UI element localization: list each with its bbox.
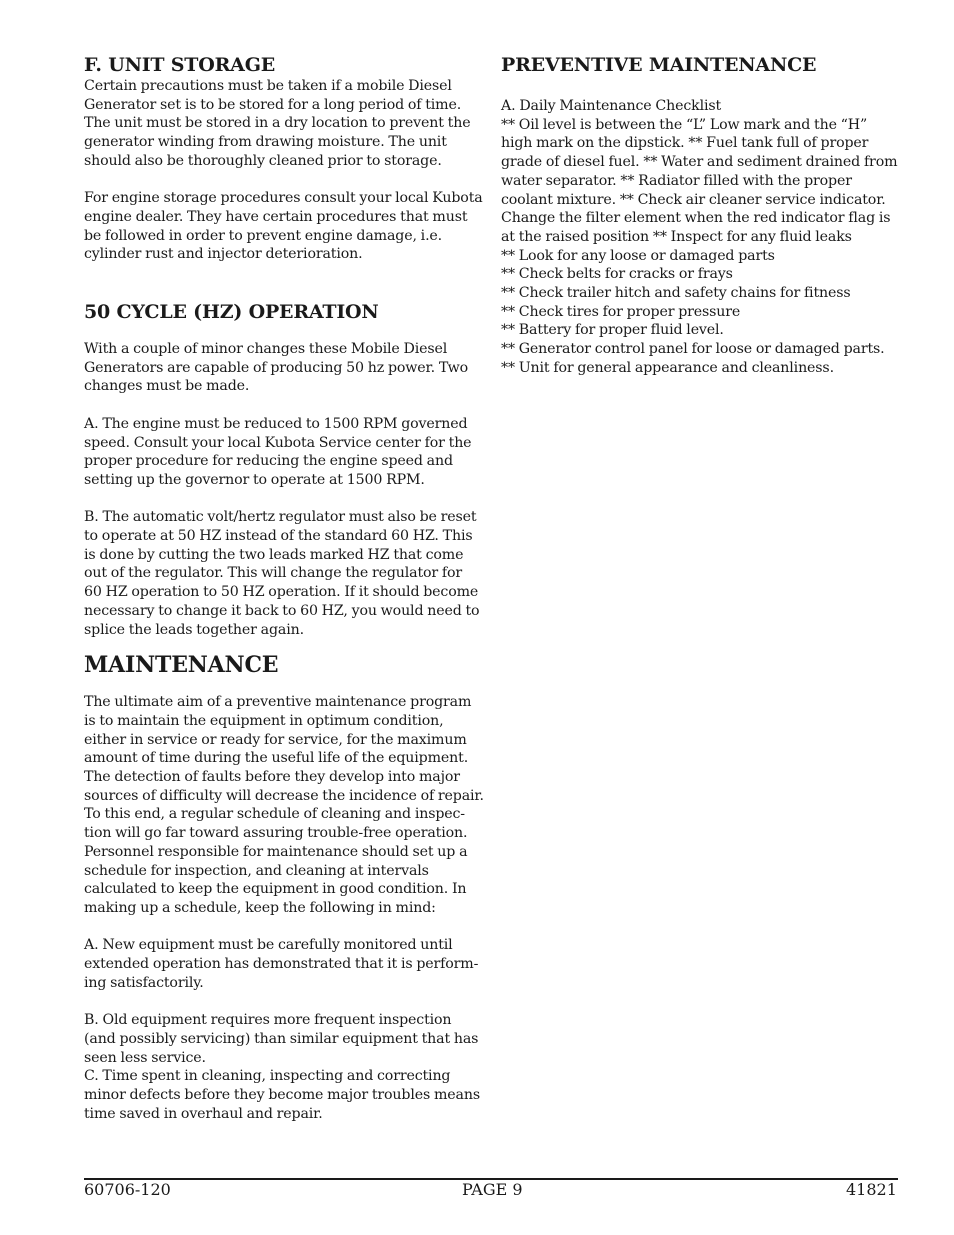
text-line: should also be thoroughly cleaned prior to storage. (84, 152, 442, 169)
text-line: making up a schedule, keep the following in mind: (84, 899, 436, 916)
text-line: ** Oil level is between the “L” Low mark and the “H” (501, 116, 868, 133)
text-line: With a couple of minor changes these Mobile Diesel (84, 341, 448, 358)
text-line: B. Old equipment requires more frequent inspection (84, 1012, 452, 1029)
cycle-paragraph-1 (84, 340, 484, 396)
text-line: tion will go far toward assuring trouble-free operation. (84, 825, 468, 842)
text-line: extended operation has demonstrated that it is perform- (84, 956, 479, 973)
text-line: engine dealer. They have certain procedures that must (84, 208, 468, 225)
text-line: be followed in order to prevent engine damage, i.e. (84, 227, 443, 244)
text-line: A. Daily Maintenance Checklist (501, 98, 722, 114)
text-line: ** Check belts for cracks or frays (501, 266, 733, 283)
footer-code: 41821 (846, 1180, 897, 1199)
text-line: Generators are capable of producing 50 hz power. Two (84, 359, 469, 376)
maintenance-heading: MAINTENANCE (84, 652, 279, 679)
text-line: The detection of faults before they develop into major (84, 769, 460, 786)
text-line: time saved in overhaul and repair. (84, 1105, 323, 1122)
text-line: The unit must be stored in a dry location to prevent the (84, 115, 471, 132)
unit-storage-paragraph-1 (84, 77, 484, 171)
daily-checklist (501, 97, 901, 378)
text-line: generator winding from drawing moisture. The unit (84, 134, 447, 151)
text-line: ** Unit for general appearance and cleanliness. (501, 359, 834, 376)
text-line: minor defects before they become major troubles means (84, 1086, 480, 1103)
text-line: The ultimate aim of a preventive maintenance program (84, 694, 472, 711)
text-line: necessary to change it back to 60 HZ, you would need to (84, 602, 480, 619)
text-line: Generator set is to be stored for a long period of time. (84, 96, 462, 113)
text-line: sources of difficulty will decrease the incidence of repair. (84, 787, 484, 804)
text-line: For engine storage procedures consult your local Kubota (84, 190, 483, 207)
text-line: water separator. ** Radiator filled with the proper (501, 172, 852, 189)
text-line: To this end, a regular schedule of cleaning and inspec- (84, 806, 465, 823)
text-line: is done by cutting the two leads marked HZ that come (84, 546, 464, 563)
text-line: ** Battery for proper fluid level. (501, 322, 724, 339)
text-line: proper procedure for reducing the engine speed and (84, 453, 453, 470)
maintenance-paragraph-2 (84, 936, 484, 992)
text-line: A. The engine must be reduced to 1500 RPM governed (84, 415, 468, 432)
text-line: either in service or ready for service, for the maximum (84, 731, 467, 748)
maintenance-paragraph-1 (84, 693, 484, 917)
text-line: B. The automatic volt/hertz regulator must also be reset (84, 509, 477, 526)
text-line: C. Time spent in cleaning, inspecting and correcting (84, 1068, 451, 1085)
text-line: ing satisfactorily. (84, 974, 204, 991)
text-line: 60 HZ operation to 50 HZ operation. If it should become (84, 584, 479, 601)
maintenance-paragraph-3 (84, 1011, 484, 1123)
text-line: coolant mixture. ** Check air cleaner service indicator. (501, 191, 886, 208)
text-line: speed. Consult your local Kubota Service center for the (84, 434, 472, 451)
text-line: A. New equipment must be carefully monitored until (84, 937, 453, 954)
text-line: ** Generator control panel for loose or damaged parts. (501, 341, 885, 358)
cycle-operation-heading: 50 CYCLE (HZ) OPERATION (84, 301, 379, 324)
text-line: high mark on the dipstick. ** Fuel tank full of proper (501, 135, 869, 152)
text-line: calculated to keep the equipment in good condition. In (84, 881, 467, 898)
footer-document-number: 60706-120 (84, 1180, 171, 1199)
text-line: splice the leads together again. (84, 621, 304, 638)
footer-page-number: PAGE 9 (462, 1180, 523, 1199)
text-line: changes must be made. (84, 378, 250, 395)
right-column (501, 52, 901, 378)
text-line: at the raised position ** Inspect for any fluid leaks (501, 228, 852, 245)
text-line: ** Look for any loose or damaged parts (501, 247, 775, 264)
text-line: (and possibly servicing) than similar equipment that has (84, 1030, 479, 1047)
unit-storage-paragraph-2 (84, 189, 484, 264)
text-line: out of the regulator. This will change the regulator for (84, 565, 463, 582)
left-column (84, 52, 484, 1123)
text-line: to operate at 50 HZ instead of the standard 60 HZ. This (84, 528, 473, 545)
text-line: Change the filter element when the red indicator flag is (501, 210, 891, 227)
text-line: Personnel responsible for maintenance should set up a (84, 843, 468, 860)
cycle-paragraph-2 (84, 415, 484, 490)
text-line: is to maintain the equipment in optimum condition, (84, 712, 444, 729)
text-line: amount of time during the useful life of the equipment. (84, 750, 469, 767)
text-line: setting up the governor to operate at 1500 RPM. (84, 471, 425, 488)
text-line: Certain precautions must be taken if a mobile Diesel (84, 78, 452, 94)
text-line: cylinder rust and injector deterioration. (84, 246, 363, 263)
preventive-maintenance-heading: PREVENTIVE MAINTENANCE (501, 54, 817, 76)
text-line: ** Check trailer hitch and safety chains for fitness (501, 285, 851, 302)
text-line: schedule for inspection, and cleaning at intervals (84, 862, 429, 879)
text-line: grade of diesel fuel. ** Water and sediment drained from (501, 154, 898, 171)
text-line: ** Check tires for proper pressure (501, 303, 741, 320)
cycle-paragraph-3 (84, 508, 484, 639)
unit-storage-heading: F. UNIT STORAGE (84, 54, 276, 76)
text-line: seen less service. (84, 1049, 206, 1066)
